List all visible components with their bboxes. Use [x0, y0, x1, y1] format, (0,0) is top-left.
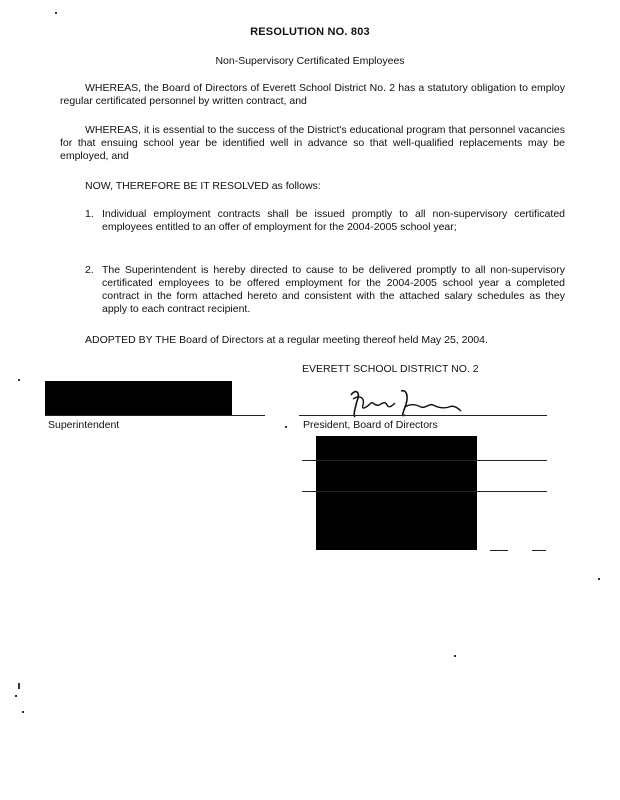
president-signature-line	[299, 415, 547, 416]
whereas-paragraph-1	[60, 82, 565, 108]
whereas-1-text: WHEREAS, the Board of Directors of Everett School District No. 2 has a statutory obligation to employ regular certificated personnel by written contract, and	[60, 82, 565, 107]
scan-speck	[55, 12, 57, 14]
board-signature-line-3b	[532, 550, 546, 551]
whereas-paragraph-2	[60, 124, 565, 163]
resolution-title: RESOLUTION NO. 803	[250, 26, 370, 38]
resolution-item-2	[85, 264, 565, 316]
resolved-paragraph: NOW, THEREFORE BE IT RESOLVED as follows:	[85, 180, 321, 192]
redacted-board-signatures	[316, 436, 477, 550]
scan-speck	[454, 655, 456, 657]
scan-speck	[22, 711, 24, 713]
scan-speck	[18, 379, 20, 381]
scan-speck	[285, 426, 287, 428]
item-1-number: 1.	[85, 208, 94, 220]
superintendent-signature-line	[45, 415, 265, 416]
item-1-text: Individual employment contracts shall be issued promptly to all non-supervisory certificated employees entitled to an offer of employment for the 2004-2005 school year;	[102, 208, 565, 233]
president-label: President, Board of Directors	[303, 419, 438, 431]
whereas-2-text: WHEREAS, it is essential to the success of the District's educational program that personnel vacancies for that ensuing school year be identified well in advance so that well-qualified replacements may be employed, and	[60, 124, 565, 162]
item-2-number: 2.	[85, 264, 94, 276]
scan-speck	[15, 695, 17, 697]
board-signature-line-2	[302, 491, 547, 492]
scan-speck	[598, 578, 600, 580]
scan-speck	[18, 683, 20, 689]
adopted-statement: ADOPTED BY THE Board of Directors at a regular meeting thereof held May 25, 2004.	[85, 334, 488, 346]
superintendent-label: Superintendent	[48, 419, 120, 431]
redacted-signature-left	[45, 381, 232, 415]
board-signature-line-1	[302, 460, 547, 461]
resolution-item-1	[85, 208, 565, 234]
district-name: EVERETT SCHOOL DISTRICT NO. 2	[302, 363, 479, 375]
board-signature-line-3a	[490, 550, 508, 551]
resolution-subtitle: Non-Supervisory Certificated Employees	[215, 55, 405, 67]
item-2-text: The Superintendent is hereby directed to cause to be delivered promptly to all non-supervisory certificated employees to be offered employment for the 2004-2005 school year a completed contract in the form attached hereto and consistent with the attached salary schedules as they apply to each contract recipient.	[102, 264, 565, 315]
